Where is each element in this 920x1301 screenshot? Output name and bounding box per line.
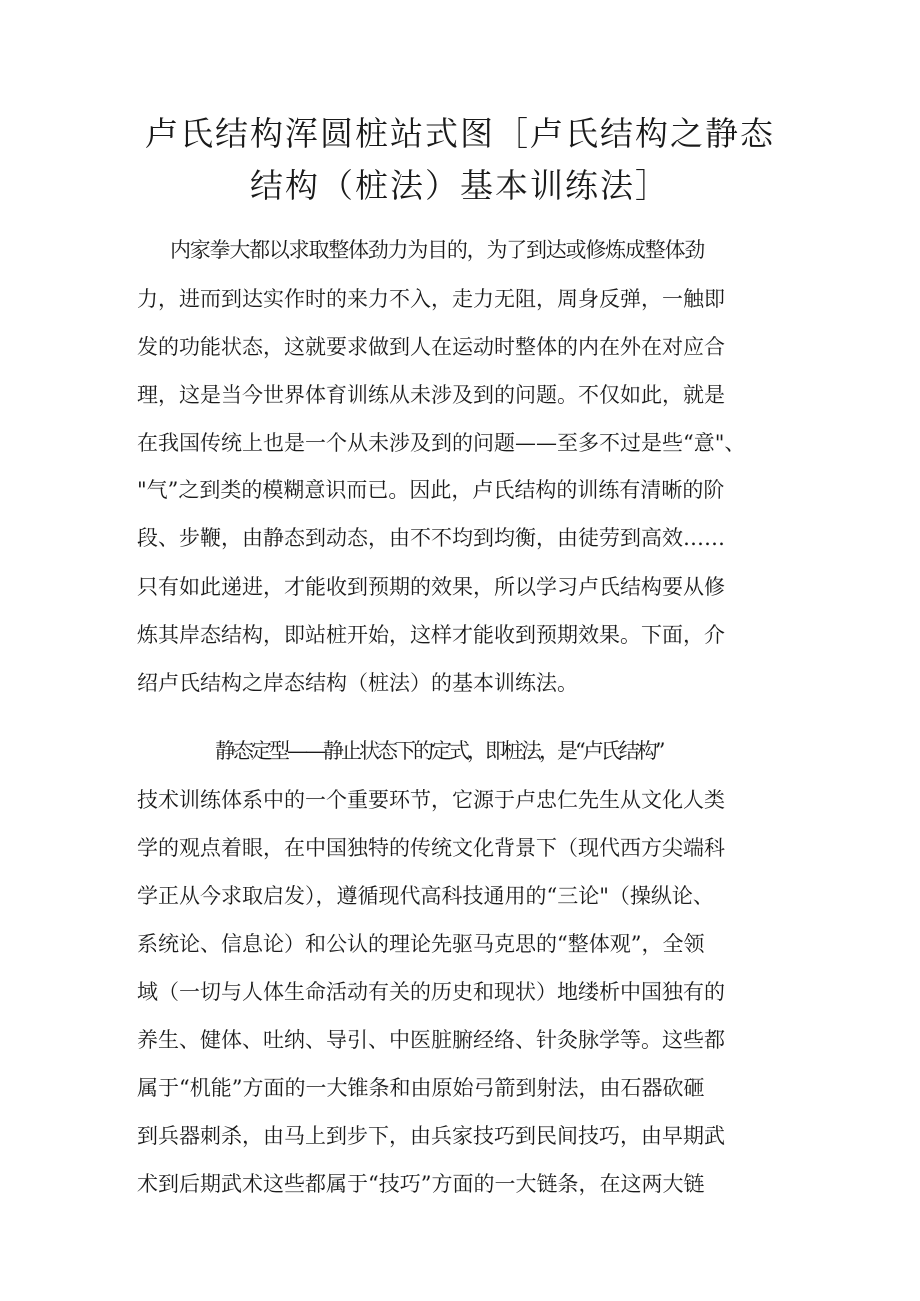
paragraph-2-line: 到兵器刺杀，由马上到步下，由兵家技巧到民间技巧，由早期武 [137,1124,725,1148]
paragraph-1-line: 在我国传统上也是一个从未涉及到的问题——至多不过是些“意"、 [137,431,746,455]
paragraph-2-line: 域（一切与人体生命活动有关的历史和现状）地缕析中国独有的 [137,980,725,1004]
paragraph-1-line: 段、步鞭，由静态到动态，由不不均到均衡，由徒劳到高效…… [137,526,725,550]
paragraph-1-line: 内家拳大都以求取整体劲力为目的，为了到达或修炼成整体劲 [170,238,704,262]
paragraph-2-line: 学的观点着眼，在中国独特的传统文化背景下（现代西方尖端科 [137,836,725,860]
document-title-line-1: 卢氏结构浑圆桩站式图［卢氏结构之静态 [145,114,775,153]
paragraph-1-line: 只有如此递进，才能收到预期的效果，所以学习卢氏结构要从修 [137,575,725,599]
paragraph-1-line: 力，进而到达实作时的来力不入，走力无阻，周身反弹，一触即 [137,287,725,311]
paragraph-1-line: 炼其岸态结构，即站桩开始，这样才能收到预期效果。下面，介 [137,623,725,647]
paragraph-1-line: 发的功能状态，这就要求做到人在运动时整体的内在外在对应合 [137,335,725,359]
paragraph-2-line: 静态定型——静止状态下的定式，即桩法，是“卢氏结构” [215,739,663,763]
paragraph-2-line: 属于“机能”方面的一大锥条和由原始弓箭到射法，由石器砍砸 [137,1076,705,1100]
paragraph-1-line: 绍卢氏结构之岸态结构（桩法）的基本训练法。 [137,671,578,695]
paragraph-1-line: "气”之到类的模糊意识而已。因此，卢氏结构的训练有清晰的阶 [137,478,725,502]
paragraph-2-line: 学正从今求取启发），遵循现代高科技通用的“三论"（操纵论、 [137,884,714,908]
document-title-line-2: 结构（桩法）基本训练法］ [250,166,670,205]
paragraph-1-line: 理，这是当今世界体育训练从未涉及到的问题。不仅如此，就是 [137,383,725,407]
paragraph-2-line: 养生、健体、吐纳、导引、中医脏腑经络、针灸脉学等。这些都 [137,1028,725,1052]
paragraph-2-line: 术到后期武术这些都属于“技巧”方面的一大链条，在这两大链 [137,1172,705,1196]
paragraph-2-line: 技术训练体系中的一个重要环节，它源于卢忠仁先生从文化人类 [137,788,725,812]
paragraph-2-line: 系统论、信息论）和公认的理论先驱马克思的“整体观”，全领 [137,932,705,956]
